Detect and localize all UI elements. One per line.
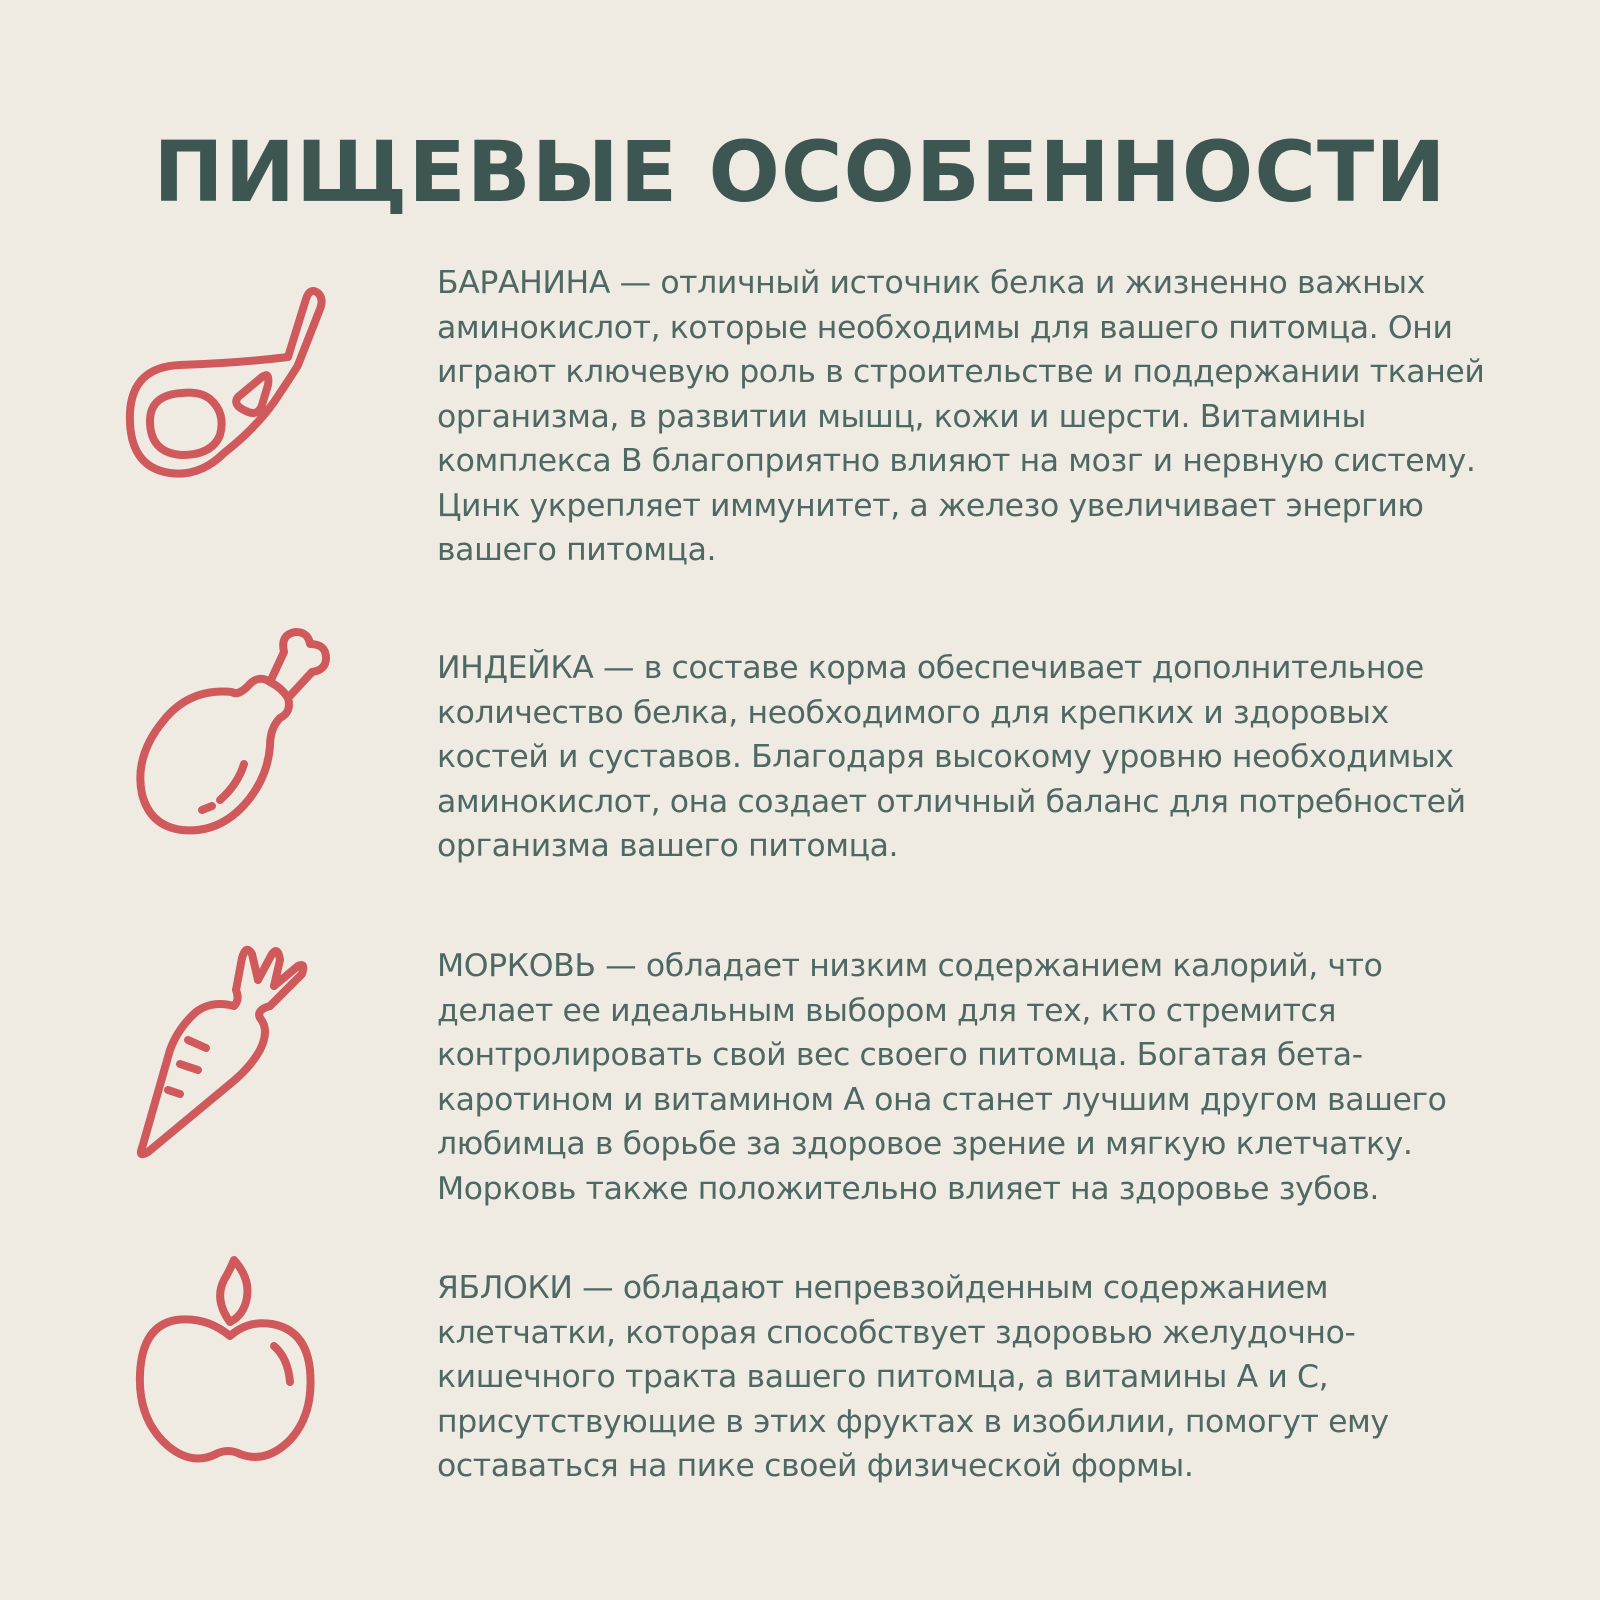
page-title: ПИЩЕВЫЕ ОСОБЕННОСТИ bbox=[153, 123, 1447, 221]
carrot-icon bbox=[120, 940, 340, 1200]
lamb-chop-icon bbox=[120, 285, 340, 545]
turkey-leg-icon bbox=[120, 630, 340, 890]
apple-icon bbox=[120, 1250, 340, 1510]
feature-text-apple: ЯБЛОКИ — обладают непревзойденным содержанием клетчатки, которая способствует здоровью желудочно-кишечного тракта вашего питомца, а витамины А и С, присутствующие в этих фруктах в изобилии, помогут ему оставаться на пике своей физической формы. bbox=[437, 1270, 1389, 1484]
feature-text-carrot: МОРКОВЬ — обладает низким содержанием калорий, что делает ее идеальным выбором для тех, кто стремится контролировать свой вес своего питомца. Богатая бета-каротином и витамином А она станет лучшим другом вашего любимца в борьбе за здоровое зрение и мягкую клетчатку. Морковь также положительно влияет на здоровье зубов. bbox=[437, 948, 1447, 1207]
feature-text-lamb: БАРАНИНА — отличный источник белка и жизненно важных аминокислот, которые необходимы для вашего питомца. Они играют ключевую роль в строительстве и поддержании тканей организма, в развитии мышц, кожи и шерсти. Витамины комплекса В благоприятно влияют на мозг и нервную систему. Цинк укрепляет иммунитет, а железо увеличивает энергию вашего питомца. bbox=[437, 265, 1485, 568]
feature-text-turkey: ИНДЕЙКА — в составе корма обеспечивает дополнительное количество белка, необходимого для крепких и здоровых костей и суставов. Благодаря высокому уровню необходимых аминокислот, она создает отличный баланс для потребностей организма вашего питомца. bbox=[437, 650, 1466, 864]
